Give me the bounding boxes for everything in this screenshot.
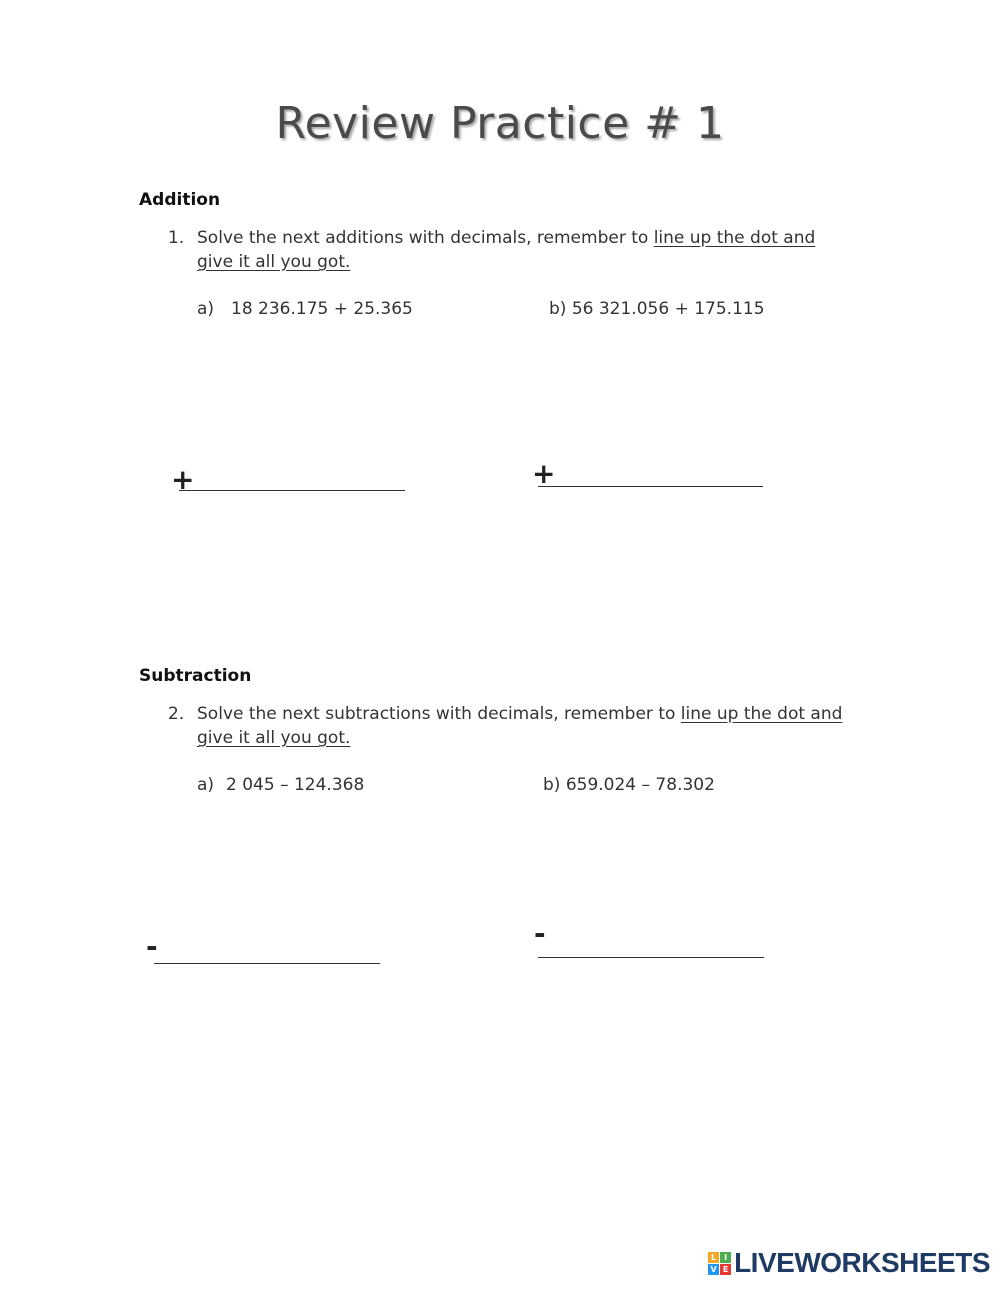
section-heading-subtraction: Subtraction xyxy=(139,666,252,686)
instruction-line-2: give it all you got. xyxy=(197,728,351,748)
minus-sign-b: - xyxy=(534,917,546,950)
instruction-line-1 xyxy=(197,226,815,250)
answer-line-subtraction-b xyxy=(538,957,764,958)
answer-line-addition-b xyxy=(538,486,763,487)
logo-icon-letter-v: V xyxy=(708,1264,719,1275)
problem-a-label: a) xyxy=(197,299,215,319)
instruction-line-2: give it all you got. xyxy=(197,252,351,272)
problem-b-subtraction: b) 659.024 – 78.302 xyxy=(543,775,715,795)
page-title: Review Practice # 1 xyxy=(275,98,725,149)
instruction-text: Solve the next subtractions with decimals, remember to xyxy=(197,704,681,724)
problem-a-subtraction: 2 045 – 124.368 xyxy=(226,775,365,795)
answer-line-addition-a xyxy=(179,490,405,491)
problem-a-addition: 18 236.175 + 25.365 xyxy=(231,299,413,319)
instruction-underlined-text: line up the dot and xyxy=(680,704,843,724)
problem-b-addition: b) 56 321.056 + 175.115 xyxy=(549,299,765,319)
liveworksheets-logo[interactable] xyxy=(708,1247,990,1279)
question-number-2: 2. xyxy=(168,704,185,724)
plus-sign-a: + xyxy=(171,463,195,496)
logo-text: LIVEWORKSHEETS xyxy=(734,1247,990,1278)
logo-icon-letter-e: E xyxy=(720,1264,731,1275)
instruction-text: Solve the next additions with decimals, remember to xyxy=(197,228,654,248)
section-heading-addition: Addition xyxy=(139,190,221,210)
instruction-underlined-text: line up the dot and xyxy=(653,228,816,248)
answer-line-subtraction-a xyxy=(154,963,380,964)
logo-icon-letter-i: I xyxy=(720,1252,731,1263)
question-number-1: 1. xyxy=(168,228,185,248)
logo-icon-letter-l: L xyxy=(708,1252,719,1263)
minus-sign-a: - xyxy=(146,930,158,963)
instruction-line-1 xyxy=(197,702,842,726)
liveworksheets-logo-icon xyxy=(708,1252,731,1275)
plus-sign-b: + xyxy=(532,457,556,490)
problem-a-label: a) xyxy=(197,775,215,795)
